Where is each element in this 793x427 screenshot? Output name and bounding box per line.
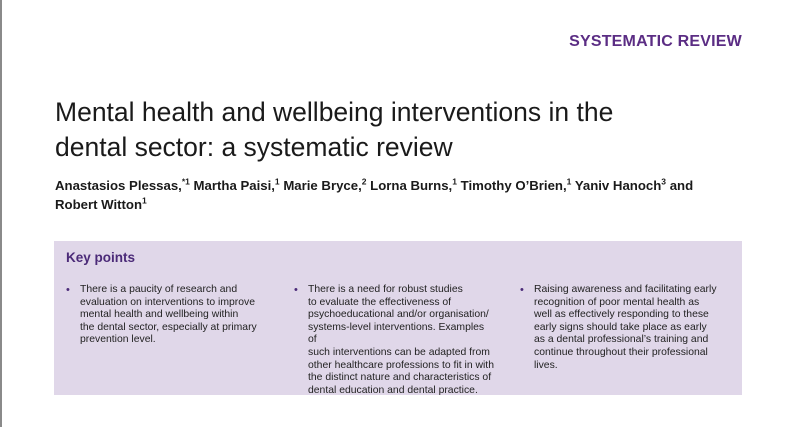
key-point-text: There is a paucity of research and evaluation on interventions to improve mental health and wellbeing within the dental sector, especially at primary prevention level. [80,284,257,346]
author-affiliation: 2 [361,176,367,187]
key-point-text: Raising awareness and facilitating early recognition of poor mental health as well as effectively responding to these early signs should take place as early as a dental professional’s training and continue throughout their professional lives. [534,284,717,371]
author-name: Martha Paisi, [193,178,275,193]
author-name: Anastasios Plessas, [55,178,182,193]
author-affiliation: 1 [142,195,147,206]
bullet-icon: • [294,284,298,296]
author-name: Marie Bryce, [283,178,362,193]
author-name: Timothy O’Brien, [460,178,567,193]
key-point-item [520,284,720,372]
bullet-icon: • [520,284,524,296]
author-affiliation: 3 [661,176,667,187]
article-title [55,95,755,165]
author-affiliation: *1 [181,176,190,187]
page-left-edge-rule [0,0,2,427]
key-point-item [294,284,494,397]
title-line-1: Mental health and wellbeing interventions in the [55,97,614,127]
key-points-heading: Key points [66,250,136,265]
author-name: Robert Witton [55,197,143,212]
author-affiliation: 1 [566,176,572,187]
author-name: Lorna Burns, [370,178,453,193]
key-points-box [54,241,742,395]
author-name: Yaniv Hanoch [574,178,662,193]
author-affiliation: 1 [452,176,457,187]
author-affiliation: 1 [274,176,280,187]
author-conjunction: and [669,178,694,193]
section-label: SYSTEMATIC REVIEW [569,33,742,50]
title-line-2: dental sector: a systematic review [55,132,453,162]
author-list [55,176,755,214]
key-point-text: There is a need for robust studies to evaluate the effectiveness of psychoeducational and/or organisation/ systems-level interventions. Examples of such interventions can be adapted from other healthcare professions to fit in with the distinct nature and characteristics of dental education and dental practice. [308,284,494,396]
bullet-icon: • [66,284,70,296]
key-point-item [66,284,266,347]
